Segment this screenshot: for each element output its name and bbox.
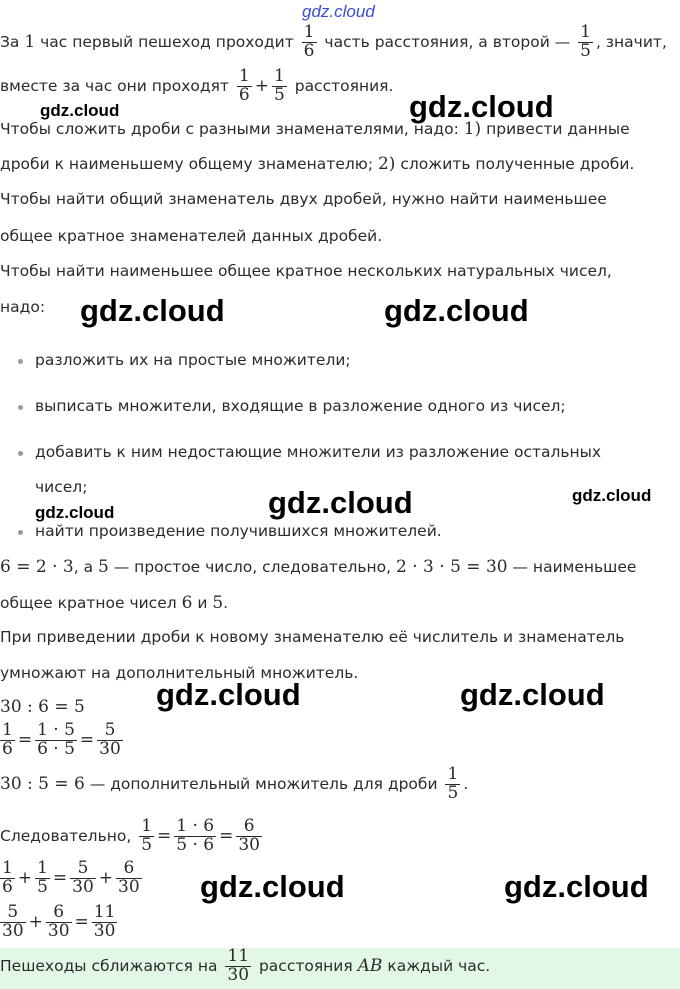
fraction: $\frac{11}{30}$ xyxy=(93,902,116,941)
watermark: gdz.cloud xyxy=(35,503,115,522)
fraction: $\frac{1}{5}$ xyxy=(141,816,153,855)
lcm-computation-1: 6 = 2 · 3, а 5 — простое число, следовательно, 2 · 3 · 5 = 30 — наименьшее xyxy=(0,557,637,577)
fraction: $\frac{1}{6}$ xyxy=(2,858,13,897)
watermark-top: gdz.cloud xyxy=(302,2,375,21)
list-item-continued: чисел; xyxy=(35,478,88,496)
equation-factor-6: 30 : 6 = 5 xyxy=(0,697,85,717)
fraction: $\frac{1 \cdot 6}{5 \cdot 6}$ xyxy=(176,816,215,855)
fraction: $\frac{6}{30}$ xyxy=(238,816,260,855)
lcm-computation-2: общее кратное чисел 6 и 5. xyxy=(0,593,229,613)
bullet-icon xyxy=(18,359,23,364)
watermark: gdz.cloud xyxy=(200,869,345,904)
intro-line-1: За 1 час первый пешеход проходит $\frac{1}{6}$ часть расстояния, а второй — $\frac{1}{5}$ , значит, xyxy=(0,22,667,61)
denominator-rule-1: Чтобы найти общий знаменатель двух дробей, нужно найти наименьшее xyxy=(0,190,607,208)
lcm-rule-2: надо: xyxy=(0,298,46,316)
fraction: $\frac{1 \cdot 5}{6 \cdot 5}$ xyxy=(37,720,75,759)
fraction: $\frac{1}{6}$ xyxy=(2,720,13,759)
bullet-icon xyxy=(18,451,23,456)
equation-sum-2: $\frac{5}{30}$ + $\frac{6}{30}$ = $\frac{11}{30}$ xyxy=(2,902,116,941)
equation-convert-1-6: $\frac{1}{6}$ = $\frac{1 \cdot 5}{6 \cdot 5}$ = $\frac{5}{30}$ xyxy=(2,720,121,759)
fraction: $\frac{1}{6}$ xyxy=(238,66,250,105)
intro-line-2: вместе за час они проходят $\frac{1}{6}$ + $\frac{1}{5}$ расстояния. xyxy=(0,66,394,105)
rule-line-1: Чтобы сложить дроби с разными знаменателями, надо: 1) привести данные xyxy=(0,119,630,139)
lcm-rule-1: Чтобы найти наименьшее общее кратное нескольких натуральных чисел, xyxy=(0,262,612,280)
watermark: gdz.cloud xyxy=(384,293,529,328)
watermark: gdz.cloud xyxy=(504,869,649,904)
watermark: gdz.cloud xyxy=(40,101,120,120)
denominator-rule-2: общее кратное знаменателей данных дробей. xyxy=(0,227,383,245)
fraction: $\frac{1}{5}$ xyxy=(273,66,285,105)
fraction: $\frac{1}{5}$ xyxy=(37,858,48,897)
list-item: добавить к ним недостающие множители из разложение остальных xyxy=(35,443,602,461)
bullet-icon xyxy=(18,530,23,535)
fraction: $\frac{1}{5}$ xyxy=(447,764,459,803)
watermark: gdz.cloud xyxy=(80,293,225,328)
list-item: найти произведение получившихся множителей. xyxy=(35,522,442,540)
equation-convert-1-5: Следовательно, $\frac{1}{5}$ = $\frac{1 \cdot 6}{5 \cdot 6}$ = $\frac{6}{30}$ xyxy=(0,816,260,855)
watermark: gdz.cloud xyxy=(409,89,554,124)
fraction: $\frac{1}{5}$ xyxy=(580,22,591,61)
bullet-icon xyxy=(18,405,23,410)
watermark: gdz.cloud xyxy=(156,677,301,712)
fraction: $\frac{6}{30}$ xyxy=(118,858,140,897)
list-item: разложить их на простые множители; xyxy=(35,351,351,369)
fraction: $\frac{5}{30}$ xyxy=(2,902,24,941)
conversion-rule-2: умножают на дополнительный множитель. xyxy=(0,664,359,682)
fraction: $\frac{1}{6}$ xyxy=(303,22,315,61)
equation-sum-1: $\frac{1}{6}$ + $\frac{1}{5}$ = $\frac{5}{30}$ + $\frac{6}{30}$ xyxy=(2,858,140,897)
fraction: $\frac{11}{30}$ xyxy=(227,946,250,985)
equation-factor-5: 30 : 5 = 6 — дополнительный множитель для дроби $\frac{1}{5}$ . xyxy=(0,764,469,803)
fraction: $\frac{5}{30}$ xyxy=(99,720,121,759)
watermark: gdz.cloud xyxy=(572,486,652,505)
watermark: gdz.cloud xyxy=(460,677,605,712)
rule-line-2: дроби к наименьшему общему знаменателю; 2) сложить полученные дроби. xyxy=(0,154,635,174)
fraction: $\frac{6}{30}$ xyxy=(47,902,70,941)
conversion-rule-1: При приведении дроби к новому знаменателю её числитель и знаменатель xyxy=(0,628,625,646)
fraction: $\frac{5}{30}$ xyxy=(72,858,94,897)
list-item: выписать множители, входящие в разложение одного из чисел; xyxy=(35,397,566,415)
answer-line: Пешеходы сближаются на $\frac{11}{30}$ расстояния AB каждый час. xyxy=(0,946,491,985)
watermark: gdz.cloud xyxy=(268,485,413,520)
